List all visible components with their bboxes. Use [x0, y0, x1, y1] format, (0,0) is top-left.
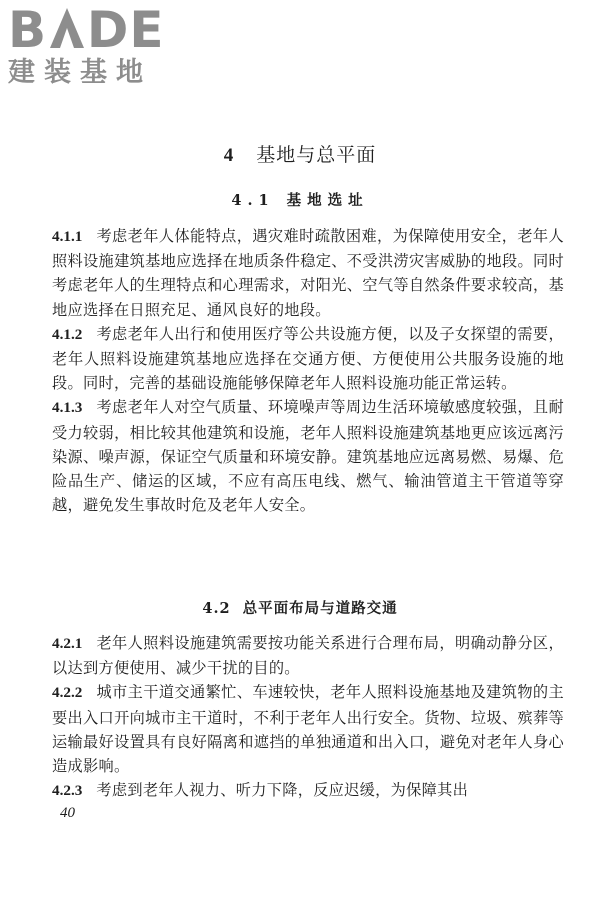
- clause-number: 4.2.3: [52, 782, 83, 800]
- chapter-number: 4: [223, 145, 235, 166]
- section-title: 基地选址: [286, 192, 369, 209]
- section-heading: [0, 189, 600, 210]
- section-number: 4.2: [202, 600, 231, 617]
- bade-logo: [8, 1, 178, 88]
- section-body: [52, 631, 564, 803]
- page-number: 40: [60, 805, 75, 821]
- clause-number: 4.2.2: [52, 684, 83, 702]
- clause-paragraph: [52, 680, 564, 778]
- chapter-heading: [0, 140, 600, 167]
- clause-text: 城市主干道交通繁忙、车速较快，老年人照料设施基地及建筑物的主要出入口开向城市主干道时，不利于老年人出行安全。货物、垃圾、殡葬等运输最好设置具有良好隔离和遮挡的单独通道和出入口，避免对老年人身心造成影响。: [52, 683, 564, 776]
- clause-paragraph: [52, 778, 564, 803]
- clause-text: 考虑老年人出行和使用医疗等公共设施方便，以及子女探望的需要，老年人照料设施建筑基地应选择在交通方便、方便使用公共服务设施的地段。同时，完善的基础设施能够保障老年人照料设施功能正常运转。: [52, 324, 564, 393]
- clause-paragraph: [52, 224, 564, 322]
- clause-number: 4.1.3: [52, 399, 83, 417]
- clause-text: 考虑老年人体能特点，遇灾难时疏散困难，为保障使用安全，老年人照料设施建筑基地应选择在地质条件稳定、不受洪涝灾害威胁的地段。同时考虑老年人的生理特点和心理需求，对阳光、空气等自然条件要求较高，基地应选择在日照充足、通风良好的地段。: [52, 227, 564, 319]
- clause-number: 4.2.1: [52, 635, 83, 652]
- clause-paragraph: [52, 395, 564, 517]
- logo-wordmark: B DE: [8, 1, 165, 59]
- clause-text: 老年人照料设施建筑需要按功能关系进行合理布局，明确动静分区，以达到方便使用、减少干扰的目的。: [52, 634, 564, 678]
- clause-number: 4.1.1: [52, 228, 83, 245]
- clause-paragraph: [52, 631, 564, 680]
- section-number: 4.1: [231, 192, 275, 209]
- section-title: 总平面布局与道路交通: [242, 600, 398, 617]
- clause-text: 考虑老年人对空气质量、环境噪声等周边生活环境敏感度较强，且耐受力较弱，相比较其他建筑和设施，老年人照料设施建筑基地更应该远离污染源、噪声源，保证空气质量和环境安静。建筑基地应远离易燃、易爆、危险品生产、储运的区域，不应有高压电线、燃气、输油管道主干管道等穿越，避免发生事故时危及老年人安全。: [52, 398, 564, 515]
- clause-paragraph: [52, 322, 564, 396]
- chapter-title: 基地与总平面: [256, 144, 377, 166]
- logo-subtitle: 建装基地: [8, 57, 152, 88]
- clause-number: 4.1.2: [52, 325, 83, 343]
- section-body: [52, 224, 564, 517]
- clause-text: 考虑到老年人视力、听力下降，反应迟缓，为保障其出: [96, 781, 469, 800]
- logo-a-roof-icon: [47, 4, 87, 56]
- section-heading: [0, 597, 600, 618]
